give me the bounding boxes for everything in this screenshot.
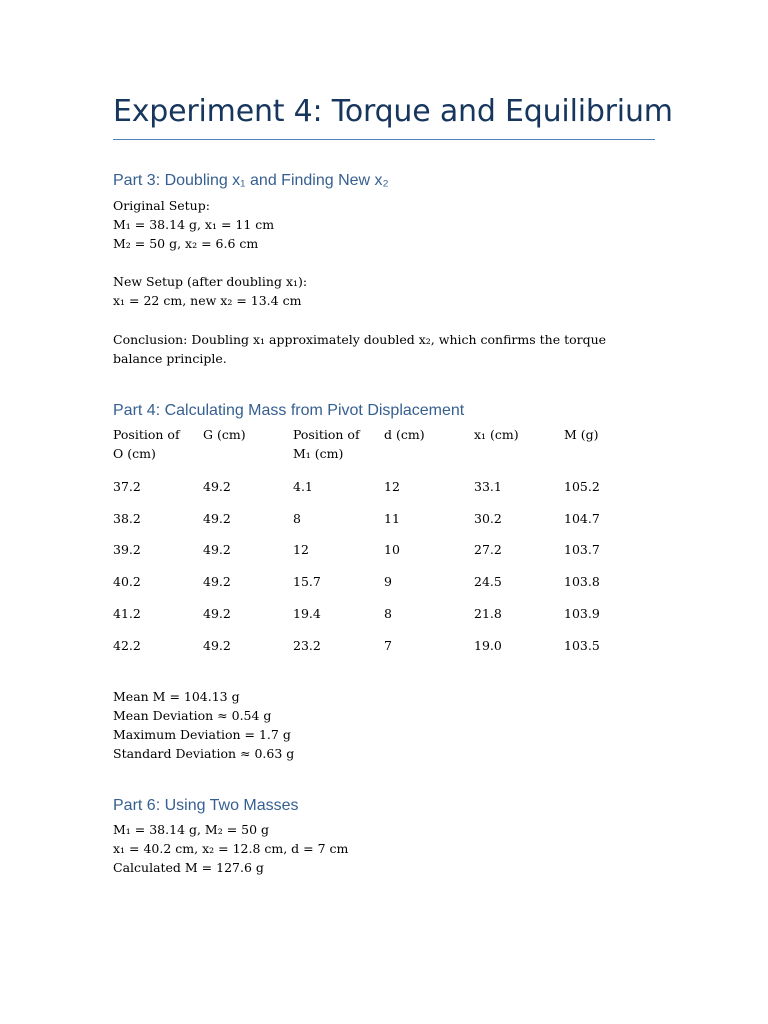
part6-heading: Part 6: Using Two Masses [113,797,299,814]
table-cell: 12 [293,542,309,557]
table-cell: 21.8 [474,606,502,621]
table-cell: 27.2 [474,542,502,557]
part6-line: M₁ = 38.14 g, M₂ = 50 g [113,822,270,837]
stat-line: Maximum Deviation = 1.7 g [113,727,291,742]
table-cell: 15.7 [293,574,321,589]
stat-line: Mean M = 104.13 g [113,689,240,704]
table-cell: 39.2 [113,542,141,557]
table-cell: 41.2 [113,606,141,621]
table-cell: 103.5 [564,638,600,653]
table-cell: 11 [384,511,400,526]
part3-line: Original Setup: [113,198,210,213]
table-header-cell: d (cm) [384,427,425,442]
table-cell: 7 [384,638,392,653]
table-cell: 12 [384,479,400,494]
title-divider [113,139,655,140]
stat-line: Standard Deviation ≈ 0.63 g [113,746,295,761]
part4-heading: Part 4: Calculating Mass from Pivot Displacement [113,402,465,419]
table-cell: 103.9 [564,606,600,621]
table-cell: 38.2 [113,511,141,526]
part3-line: M₂ = 50 g, x₂ = 6.6 cm [113,236,259,251]
table-header-cell: G (cm) [203,427,246,442]
table-cell: 37.2 [113,479,141,494]
table-cell: 49.2 [203,479,231,494]
table-header-cell: x₁ (cm) [474,427,519,442]
table-cell: 19.4 [293,606,321,621]
stat-line: Mean Deviation ≈ 0.54 g [113,708,272,723]
table-cell: 104.7 [564,511,600,526]
table-cell: 19.0 [474,638,502,653]
table-cell: 40.2 [113,574,141,589]
table-cell: 49.2 [203,511,231,526]
part3-heading: Part 3: Doubling x₁ and Finding New x₂ [113,172,389,189]
table-cell: 49.2 [203,638,231,653]
table-cell: 23.2 [293,638,321,653]
table-cell: 24.5 [474,574,502,589]
table-header-cell: Position of M₁ (cm) [293,427,360,461]
table-cell: 42.2 [113,638,141,653]
table-cell: 10 [384,542,400,557]
part3-line: New Setup (after doubling x₁): [113,274,308,289]
table-cell: 49.2 [203,542,231,557]
table-cell: 8 [293,511,301,526]
table-cell: 33.1 [474,479,502,494]
part3-line: M₁ = 38.14 g, x₁ = 11 cm [113,217,275,232]
table-cell: 49.2 [203,574,231,589]
part6-line: Calculated M = 127.6 g [113,860,264,875]
table-header-cell: M (g) [564,427,599,442]
part6-line: x₁ = 40.2 cm, x₂ = 12.8 cm, d = 7 cm [113,841,349,856]
table-cell: 4.1 [293,479,313,494]
table-cell: 30.2 [474,511,502,526]
table-cell: 9 [384,574,392,589]
part3-conclusion: Conclusion: Doubling x₁ approximately doubled x₂, which confirms the torque balance principle. [113,332,607,366]
table-cell: 105.2 [564,479,600,494]
table-cell: 103.7 [564,542,600,557]
table-header-cell: Position of O (cm) [113,427,180,461]
table-cell: 8 [384,606,392,621]
table-cell: 103.8 [564,574,600,589]
document-title: Experiment 4: Torque and Equilibrium [113,94,673,129]
part3-line: x₁ = 22 cm, new x₂ = 13.4 cm [113,293,302,308]
table-cell: 49.2 [203,606,231,621]
